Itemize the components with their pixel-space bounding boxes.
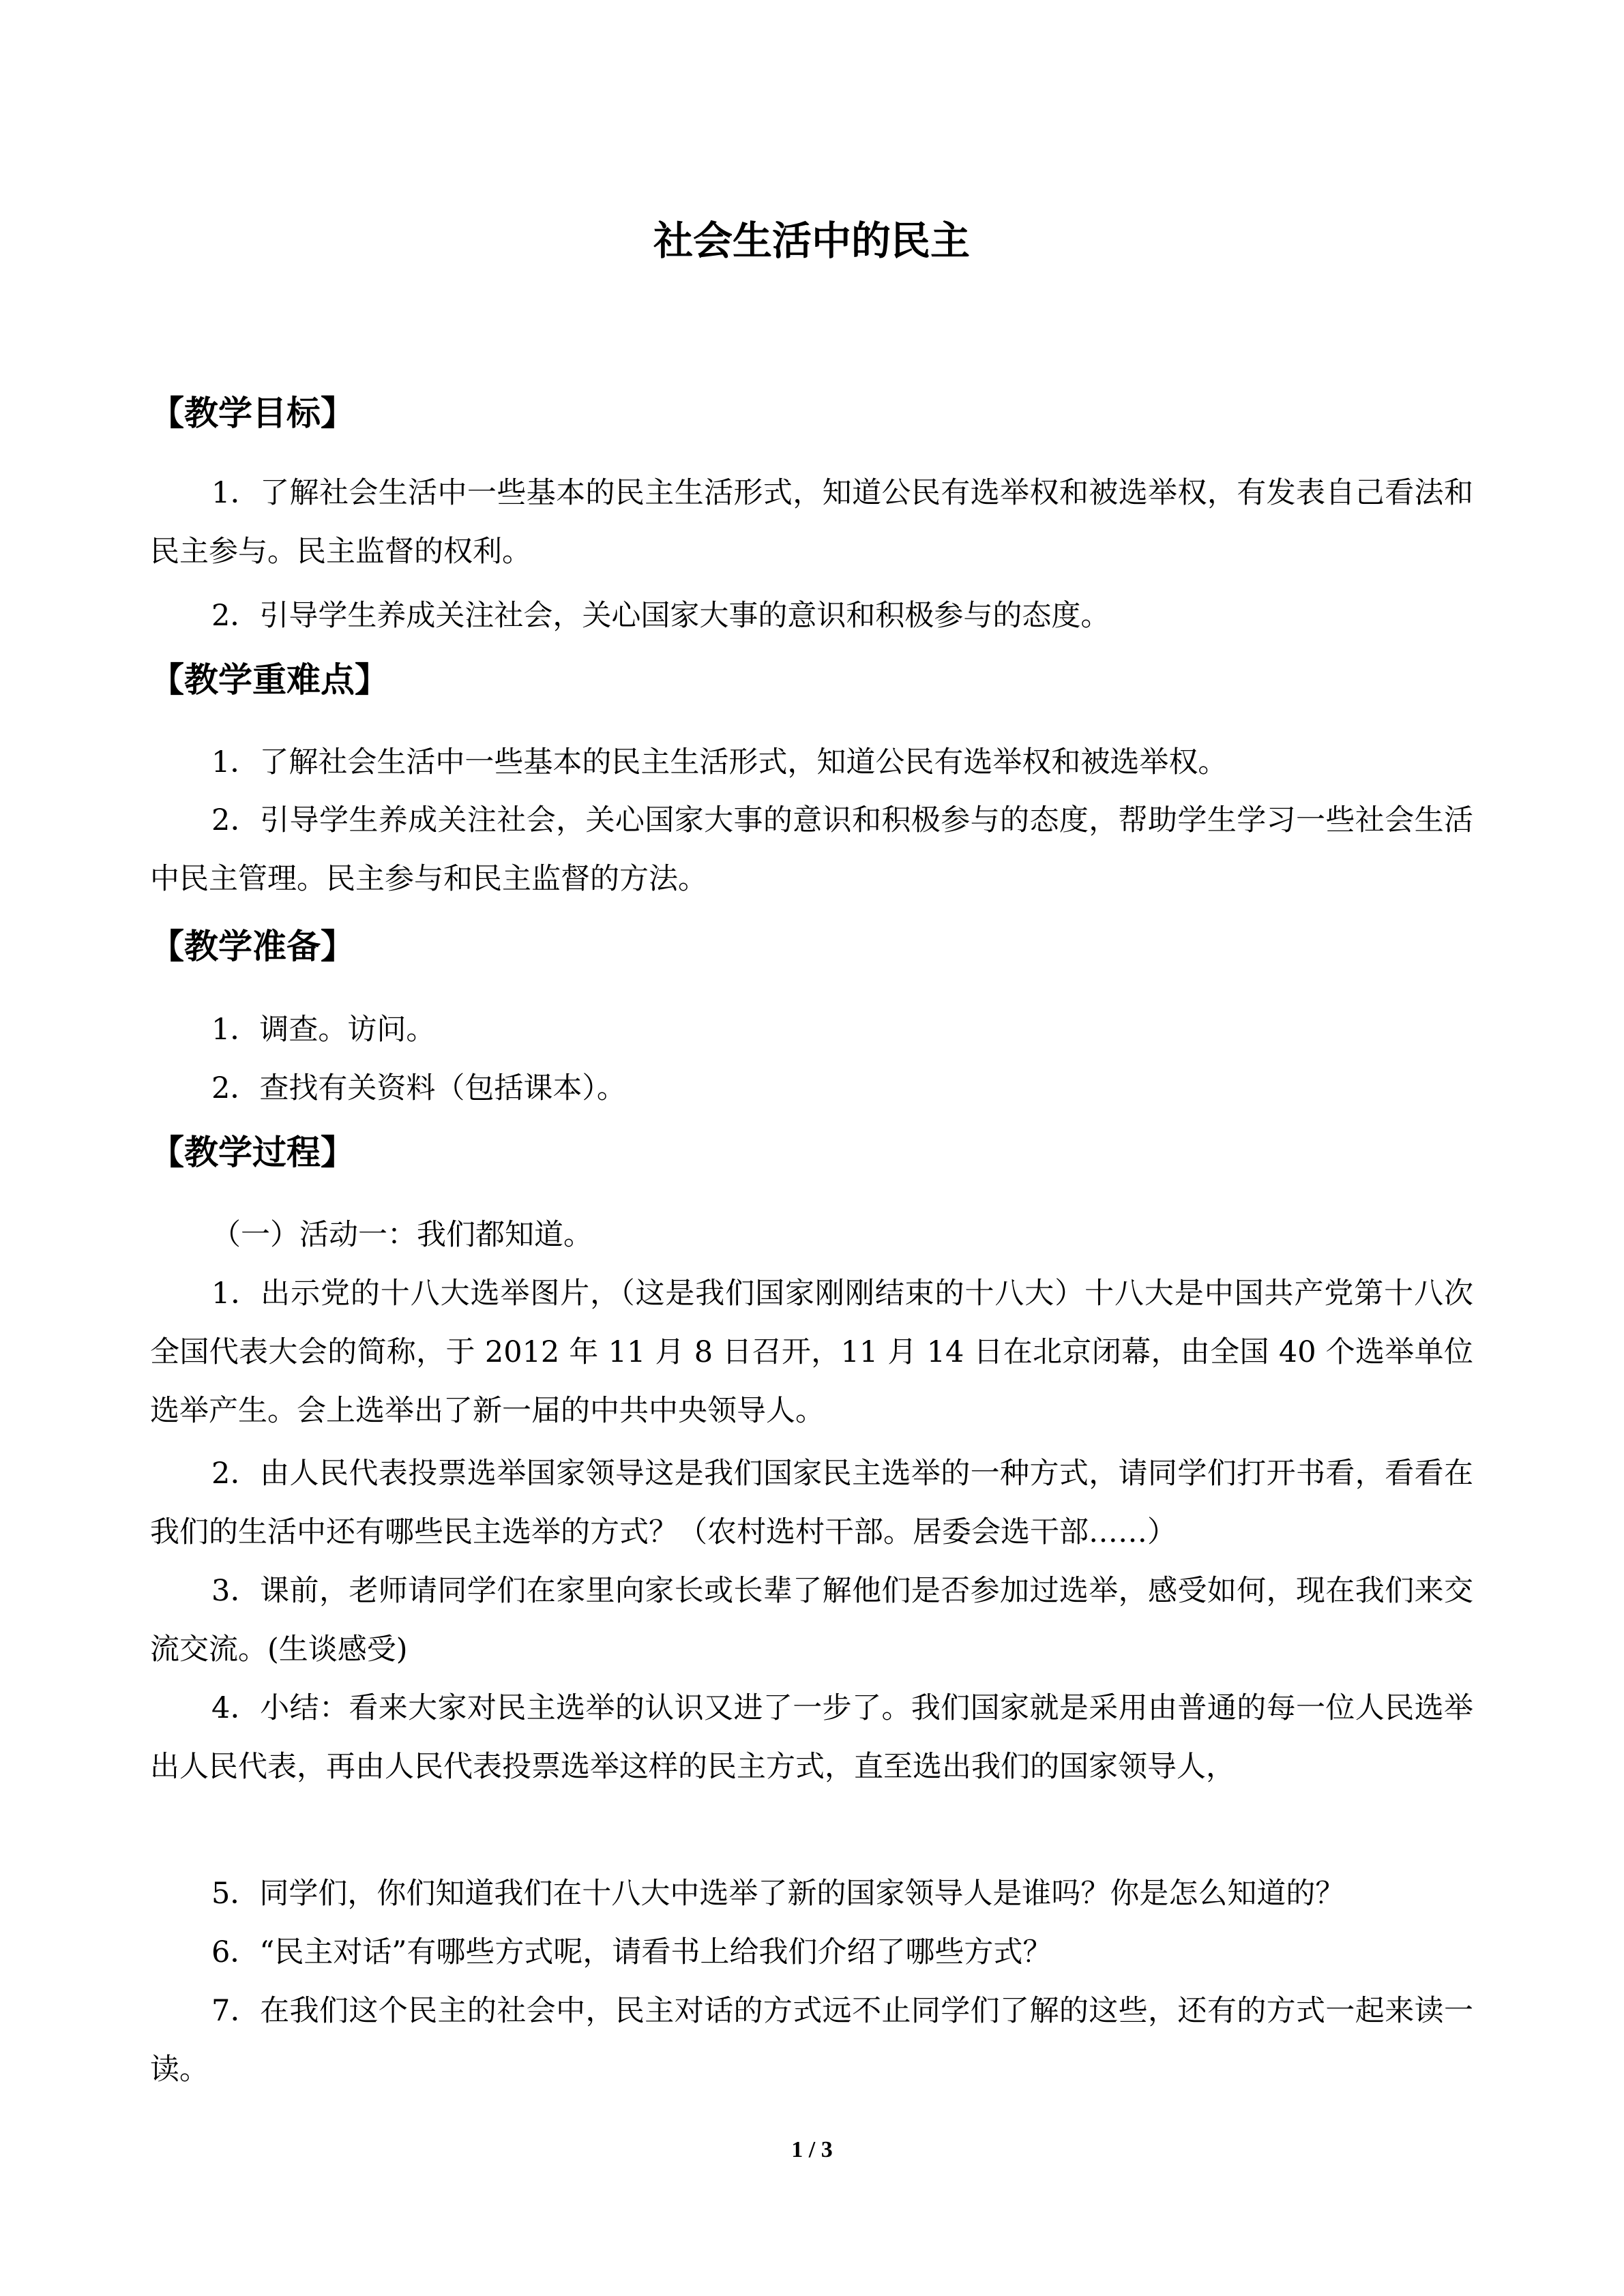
paragraph: 2．引导学生养成关注社会，关心国家大事的意识和积极参与的态度。: [211, 599, 1110, 633]
page-number: 1 / 3: [791, 2137, 833, 2162]
paragraph: 3．课前，老师请同学们在家里向家长或长辈了解他们是否参加过选举，感受如何，现在我们来交流交流。(生谈感受): [150, 1574, 1473, 1667]
paragraph: 2．由人民代表投票选举国家领导这是我们国家民主选举的一种方式，请同学们打开书看，看看在我们的生活中还有哪些民主选举的方式？（农村选村干部。居委会选干部……）: [150, 1457, 1473, 1549]
section-heading-key-points: 【教学重难点】: [150, 660, 389, 700]
paragraph: 5．同学们，你们知道我们在十八大中选举了新的国家领导人是谁吗？你是怎么知道的？: [211, 1877, 1345, 1911]
section-heading-process: 【教学过程】: [150, 1133, 355, 1172]
paragraph: 6．“民主对话”有哪些方式呢，请看书上给我们介绍了哪些方式？: [211, 1935, 1052, 1969]
paragraph: （一）活动一：我们都知道。: [211, 1218, 593, 1252]
paragraph: 1．出示党的十八大选举图片，（这是我们国家刚刚结束的十八大）十八大是中国共产党第十八次全国代表大会的简称，于 2012 年 11 月 8 日召开，11 月 14 日在北京闭幕，由全国 40 个选举单位选举产生。会上选举出了新一届的中共中央领导人。: [150, 1277, 1473, 1428]
document-title: 社会生活中的民主: [653, 218, 970, 264]
paragraph: 1．调查。访问。: [211, 1013, 436, 1047]
section-heading-preparation: 【教学准备】: [150, 927, 355, 966]
paragraph: 2．引导学生养成关注社会，关心国家大事的意识和积极参与的态度，帮助学生学习一些社会生活中民主管理。民主参与和民主监督的方法。: [150, 803, 1473, 896]
paragraph: 2．查找有关资料（包括课本）。: [211, 1071, 626, 1105]
paragraph: 7．在我们这个民主的社会中，民主对话的方式远不止同学们了解的这些，还有的方式一起来读一读。: [150, 1994, 1473, 2087]
section-heading-objectives: 【教学目标】: [150, 393, 355, 433]
paragraph: 1．了解社会生活中一些基本的民主生活形式，知道公民有选举权和被选举权。: [211, 745, 1228, 779]
paragraph: 4．小结：看来大家对民主选举的认识又进了一步了。我们国家就是采用由普通的每一位人民选举出人民代表，再由人民代表投票选举这样的民主方式，直至选出我们的国家领导人，: [150, 1691, 1473, 1784]
paragraph: 1．了解社会生活中一些基本的民主生活形式，知道公民有选举权和被选举权，有发表自己看法和民主参与。民主监督的权利。: [150, 476, 1473, 569]
